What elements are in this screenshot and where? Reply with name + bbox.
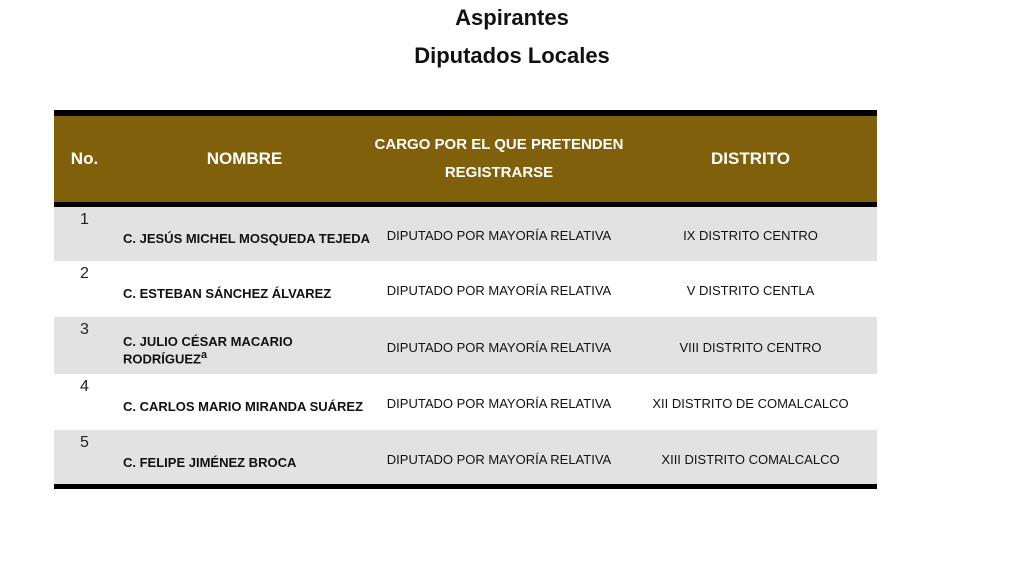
row-cargo: DIPUTADO POR MAYORÍA RELATIVA (386, 396, 612, 412)
row-cargo: DIPUTADO POR MAYORÍA RELATIVA (386, 451, 612, 467)
row-nombre: C. CARLOS MARIO MIRANDA SUÁREZ (123, 399, 364, 415)
table-row (54, 374, 877, 431)
row-cargo: DIPUTADO POR MAYORÍA RELATIVA (386, 228, 612, 243)
header-nombre: NOMBRE (115, 113, 374, 204)
row-nombre-superscript: a (201, 349, 208, 362)
header-no: No. (54, 113, 115, 204)
row-number: 5 (80, 434, 89, 451)
header-cargo-line1: CARGO POR EL QUE PRETENDEN (374, 135, 624, 153)
candidates-table (54, 110, 877, 489)
table-row (54, 261, 877, 318)
row-distrito: VIII DISTRITO CENTRO (679, 339, 822, 355)
header-cargo (374, 113, 624, 204)
row-number: 2 (80, 264, 89, 282)
header-cargo-line2: REGISTRARSE (444, 163, 554, 181)
page-subtitle: Diputados Locales (414, 43, 610, 68)
row-number: 1 (80, 210, 89, 228)
row-nombre: C. JESÚS MICHEL MOSQUEDA TEJEDA (123, 231, 371, 246)
header-distrito: DISTRITO (624, 113, 877, 204)
row-distrito: IX DISTRITO CENTRO (683, 228, 818, 243)
row-distrito: XIII DISTRITO COMALCALCO (661, 451, 840, 467)
table-row (54, 204, 877, 261)
row-number: 3 (80, 321, 89, 338)
row-number: 4 (80, 377, 89, 395)
table-row (54, 430, 877, 487)
page-title: Aspirantes (455, 5, 569, 30)
row-cargo: DIPUTADO POR MAYORÍA RELATIVA (386, 283, 612, 299)
row-nombre-cell (115, 317, 374, 374)
table-header-row (54, 113, 877, 204)
row-distrito: XII DISTRITO DE COMALCALCO (652, 396, 849, 412)
row-distrito: V DISTRITO CENTLA (686, 283, 815, 299)
row-nombre: C. JULIO CÉSAR MACARIO RODRÍGUEZ (123, 334, 293, 367)
row-cargo: DIPUTADO POR MAYORÍA RELATIVA (386, 339, 612, 355)
table-row (54, 317, 877, 374)
row-nombre: C. FELIPE JIMÉNEZ BROCA (123, 454, 297, 470)
row-nombre: C. ESTEBAN SÁNCHEZ ÁLVAREZ (123, 286, 332, 302)
